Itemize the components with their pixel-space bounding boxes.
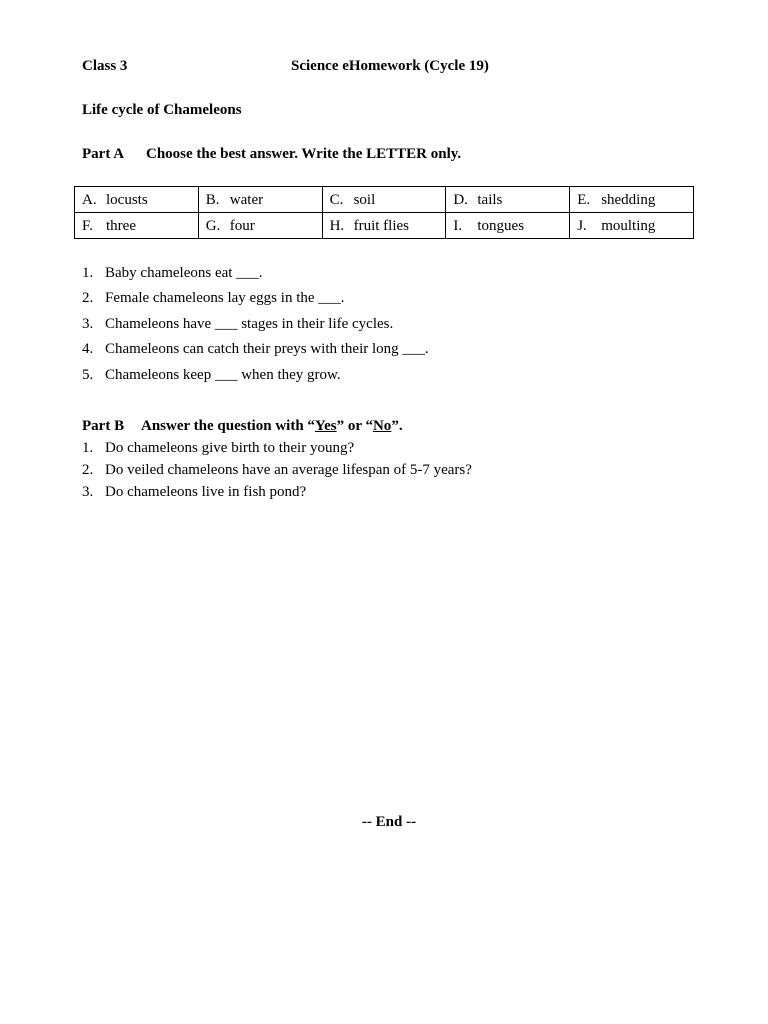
instruction-prefix: Answer the question with “	[141, 418, 315, 434]
part-a-instruction: Choose the best answer. Write the LETTER only.	[146, 146, 462, 162]
instruction-suffix: ”.	[391, 418, 403, 434]
option-text: three	[106, 217, 136, 234]
option-cell	[322, 187, 446, 213]
question-number: 2.	[82, 462, 94, 478]
option-letter: C.	[329, 191, 344, 208]
option-text: water	[229, 191, 264, 208]
option-letter: E.	[577, 191, 591, 208]
option-cell	[75, 213, 199, 239]
question-number: 1.	[82, 265, 94, 281]
list-item	[82, 340, 429, 365]
question-text: Do chameleons live in fish pond?	[105, 484, 307, 500]
list-item	[82, 315, 429, 340]
option-text: shedding	[601, 191, 656, 208]
option-text: moulting	[601, 217, 656, 234]
option-letter: J.	[577, 217, 587, 234]
options-row	[75, 213, 694, 239]
list-item	[82, 483, 472, 505]
class-label: Class 3	[82, 58, 128, 74]
option-text: tongues	[477, 217, 525, 234]
question-number: 1.	[82, 440, 94, 456]
list-item	[82, 366, 429, 391]
question-text: Baby chameleons eat ___.	[105, 265, 263, 281]
option-cell	[446, 187, 570, 213]
question-number: 4.	[82, 341, 94, 358]
question-number: 5.	[82, 366, 94, 383]
option-letter: F.	[82, 217, 93, 234]
option-letter: B.	[205, 191, 220, 208]
part-a-label: Part A	[82, 146, 125, 162]
question-text: Do veiled chameleons have an average lifespan of 5-7 years?	[105, 462, 472, 478]
document-title: Science eHomework (Cycle 19)	[291, 58, 489, 74]
question-number: 3.	[82, 484, 94, 500]
instruction-middle: ” or “	[336, 418, 373, 434]
list-item	[82, 264, 429, 289]
part-b-label: Part B	[82, 418, 125, 434]
question-number: 2.	[82, 290, 94, 307]
no-word: No	[372, 418, 392, 434]
question-text: Do chameleons give birth to their young?	[105, 440, 355, 456]
option-letter: D.	[453, 191, 468, 208]
list-item	[82, 461, 472, 483]
list-item	[82, 289, 429, 314]
part-a-question-list	[82, 264, 429, 391]
option-letter: G.	[205, 217, 221, 234]
option-text: soil	[353, 191, 376, 208]
list-item	[82, 439, 472, 461]
question-text: Female chameleons lay eggs in the ___.	[105, 290, 345, 307]
question-text: Chameleons have ___ stages in their life cycles.	[105, 315, 394, 332]
options-row	[75, 187, 694, 213]
option-cell	[446, 213, 570, 239]
option-cell	[570, 187, 694, 213]
topic-heading: Life cycle of Chameleons	[82, 102, 242, 118]
option-text: locusts	[106, 191, 148, 208]
option-letter: A.	[82, 191, 97, 208]
option-cell	[570, 213, 694, 239]
part-b-question-list	[82, 439, 472, 505]
question-text: Chameleons keep ___ when they grow.	[105, 366, 341, 383]
option-cell	[75, 187, 199, 213]
answer-options-table	[74, 186, 694, 239]
option-letter: H.	[329, 217, 345, 234]
option-text: four	[229, 217, 255, 234]
question-text: Chameleons can catch their preys with their long ___.	[105, 341, 429, 358]
end-marker: -- End --	[361, 814, 417, 830]
option-cell	[198, 213, 322, 239]
option-cell	[198, 187, 322, 213]
yes-word: Yes	[314, 418, 337, 434]
option-cell	[322, 213, 446, 239]
part-b-instruction	[141, 417, 403, 435]
question-number: 3.	[82, 315, 94, 332]
option-text: fruit flies	[353, 217, 409, 234]
option-text: tails	[477, 191, 503, 208]
option-letter: I.	[453, 217, 463, 234]
